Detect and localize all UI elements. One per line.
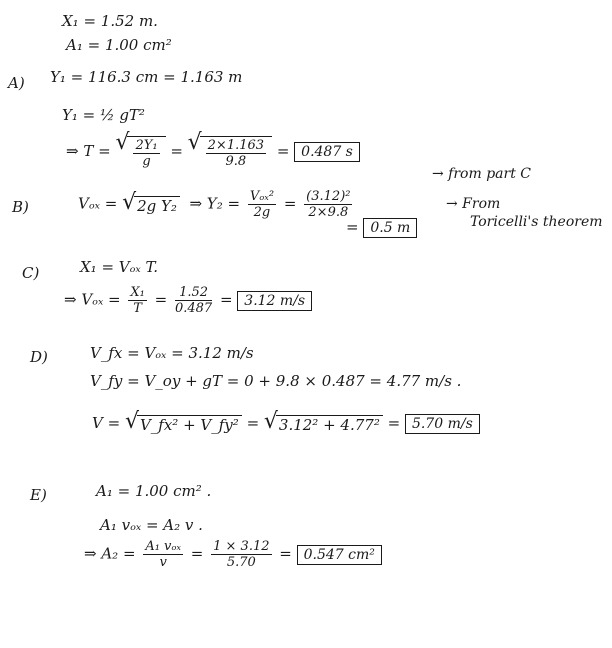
part-e-label: E): [30, 486, 47, 504]
part-b-frac2-den: 2×9.8: [308, 205, 349, 220]
given-x1: X₁ = 1.52 m.: [62, 12, 158, 30]
part-d-answer: 5.70 m/s: [405, 414, 480, 434]
part-d-v-lhs: V =: [92, 414, 121, 432]
part-d-v-calc: V = √ V_fx² + V_fy² = √ 3.12² + 4.77² = 5.70 m/s: [92, 414, 480, 434]
part-c-calc: ⇒ Vₒₓ = $\frac{\text{X₁}}{T}$ = $\frac{1.52}{0.487}$ = 3.12 m/s: [64, 286, 312, 315]
part-e-frac1-num: A₁ vₒₓ: [145, 539, 182, 554]
part-c-frac1-num: X₁: [130, 285, 145, 300]
part-a-equation: Y₁ = ½ gT²: [62, 106, 145, 124]
part-d-vfy: V_fy = V_oy + gT = 0 + 9.8 × 0.487 = 4.77 m/s .: [90, 372, 462, 390]
part-b-sqrt: [122, 196, 180, 214]
part-a-frac1-num: √ 2Y₁: [135, 138, 158, 153]
part-d-rad-2: 3.12² + 4.77²: [276, 415, 383, 433]
part-d-rad-1: V_fx² + V_fy²: [137, 415, 242, 433]
part-e-lhs: ⇒ A₂ =: [84, 544, 136, 563]
part-c-frac2-den: 0.487: [174, 301, 213, 316]
part-a-t-calc: ⇒ T = √ $\frac{\text{2Y₁}}{g}$ = √ $\frac{2\times 1.163}{9.8}$ = 0.487 s: [66, 136, 360, 168]
part-a-frac1-den: g: [142, 154, 151, 169]
part-b-note-from: → From: [446, 196, 501, 212]
part-a-frac2-num: √ 2×1.163: [207, 138, 265, 153]
part-a-label: A): [8, 74, 25, 92]
part-b-frac2-num: (3.12)²: [306, 189, 351, 204]
part-c-lhs: ⇒ Vₒₓ =: [64, 290, 121, 309]
part-a-y1: Y₁ = 116.3 cm = 1.163 m: [50, 68, 243, 86]
part-c-equation: X₁ = Vₒₓ T.: [80, 258, 159, 276]
part-a-answer: 0.487 s: [294, 142, 360, 162]
part-a-sqrt-1: [115, 136, 165, 168]
part-a-frac2-den: 9.8: [225, 154, 247, 169]
part-d-label: D): [30, 348, 48, 366]
part-e-answer: 0.547 cm²: [297, 545, 382, 565]
part-b-frac1-den: 2g: [253, 205, 271, 220]
part-a-sqrt-2: [188, 136, 272, 168]
part-e-frac2-den: 5.70: [226, 555, 256, 570]
part-b-result-row: = 0.5 m: [346, 218, 417, 238]
part-b-answer: 0.5 m: [363, 218, 417, 238]
part-e-a1: A₁ = 1.00 cm² .: [96, 482, 212, 500]
part-b-rad: 2g Y₂: [134, 196, 180, 214]
part-c-answer: 3.12 m/s: [237, 291, 312, 311]
part-b-note-from-part-c: → from part C: [432, 166, 531, 182]
part-b-calc: Vₒₓ = √ 2g Y₂ ⇒ Y₂ = $\frac{\text{Vₒₓ²}}{2g}$ = $\frac{\text{(3.12)²}}{2\times 9.8}$: [78, 190, 355, 219]
part-e-frac1-den: v: [159, 555, 167, 570]
part-d-sqrt-1: [125, 415, 242, 433]
part-c-frac2-num: 1.52: [175, 286, 212, 301]
part-c-label: C): [22, 264, 40, 282]
part-a-t-lhs: ⇒ T =: [66, 142, 111, 160]
part-d-vfx: V_fx = Vₒₓ = 3.12 m/s: [90, 344, 254, 362]
part-b-lhs: Vₒₓ =: [78, 194, 118, 213]
part-e-continuity: A₁ vₒₓ = A₂ v .: [100, 516, 203, 534]
part-c-frac1-den: T: [133, 301, 142, 316]
given-a1: A₁ = 1.00 cm²: [66, 36, 172, 54]
part-e-frac2-num: 1 × 3.12: [213, 539, 270, 554]
part-b-note-toricelli: Toricelli's theorem: [470, 214, 603, 230]
part-b-label: B): [12, 198, 29, 216]
part-d-sqrt-2: [264, 415, 383, 433]
part-b-frac1-num: Vₒₓ²: [249, 189, 275, 204]
part-e-calc: ⇒ A₂ = $\frac{\text{A₁ vₒₓ}}{v}$ = $\frac{1 \times 3.12}{5.70}$ = 0.547 cm²: [84, 540, 382, 569]
part-b-y2: ⇒ Y₂ =: [189, 194, 241, 213]
